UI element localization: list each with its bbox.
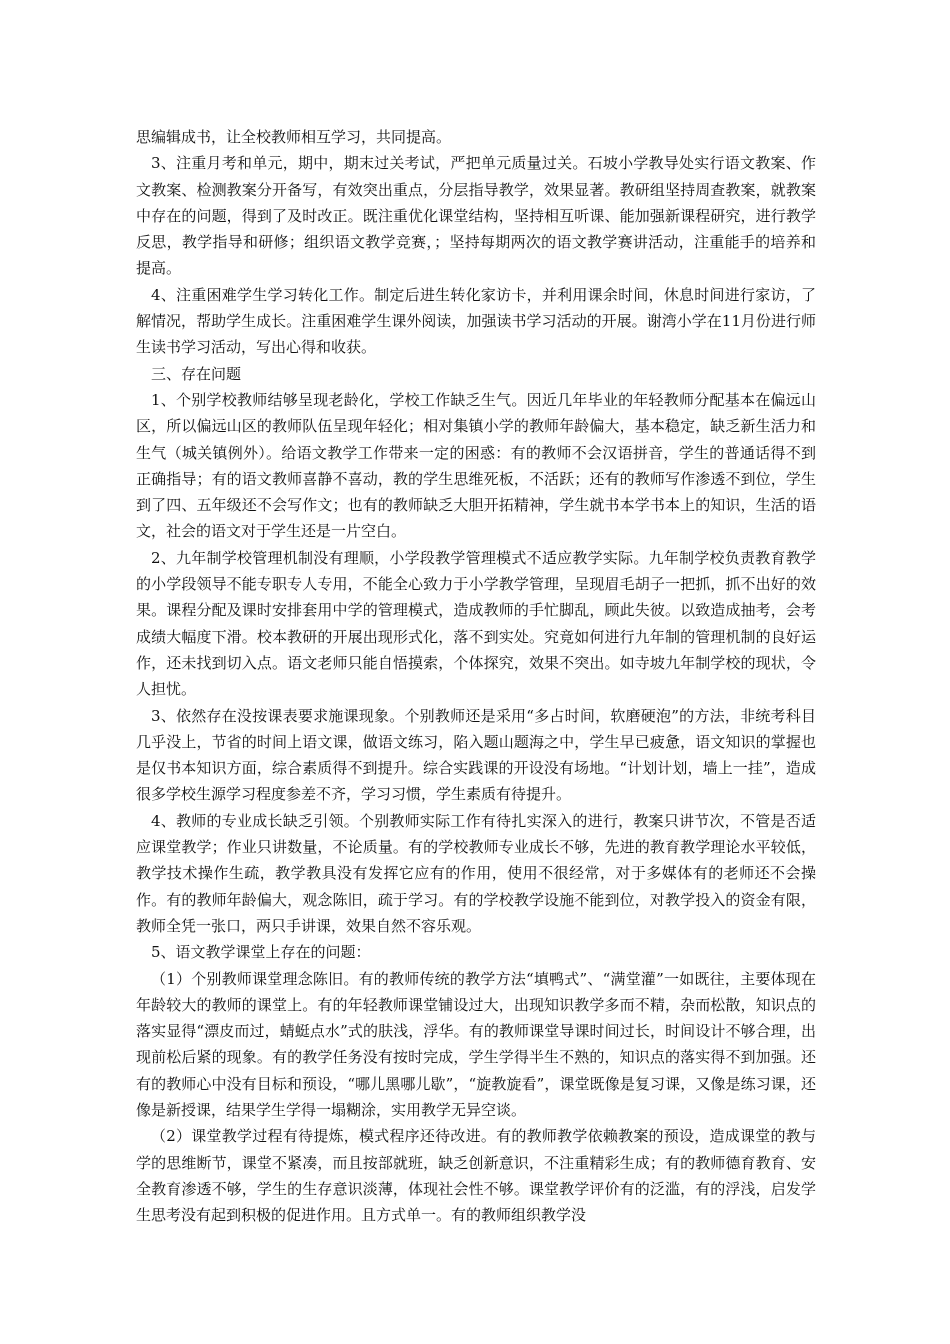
paragraph-continuation: 思编辑成书，让全校教师相互学习，共同提高。 bbox=[136, 128, 452, 146]
problem-item-5: 5、语文教学课堂上存在的问题： bbox=[151, 943, 371, 962]
problem-item-1: 1、个别学校教师结够呈现老龄化，学校工作缺乏生气。因近几年毕业的年轻教师分配基本在偏远山区，所以偏远山区的教师队伍呈现年轻化；相对集镇小学的教师年龄偏大，基本稳定，缺乏新生活力和生气（城关镇例外）。给语文教学工作带来一定的困惑：有的教师不会汉语拼音，学生的普通话得不到正确指导；有的语文教师喜静不喜动，教的学生思维死板，不活跃；还有的教师写作渗透不到位，学生到了四、五年级还不会写作文；也有的教师缺乏大胆开拓精神，学生就书本学书本上的知识，生活的语文，社会的语文对于学生还是一片空白。 bbox=[136, 390, 816, 541]
document-page bbox=[136, 124, 816, 1228]
problem-item-2: 2、九年制学校管理机制没有理顺，小学段教学管理模式不适应教学实际。九年制学校负责教育教学的小学段领导不能专职专人专用，不能全心致力于小学教学管理，呈现眉毛胡子一把抓，抓不出好的效果。课程分配及课时安排套用中学的管理模式，造成教师的手忙脚乱，顾此失彼。以致造成抽考，会考成绩大幅度下滑。校本教研的开展出现形式化，落不到实处。究竟如何进行九年制的管理机制的良好运作，还未找到切入点。语文老师只能自悟摸索，个体探究，效果不突出。如寺坡九年制学校的现状，令人担忧。 bbox=[136, 548, 816, 699]
problem-item-3: 3、依然存在没按课表要求施课现象。个别教师还是采用“多占时间，软磨硬泡”的方法，非统考科目几乎没上，节省的时间上语文课，做语文练习，陷入题山题海之中，学生早已疲惫，语文知识的掌握也是仅书本知识方面，综合素质得不到提升。综合实践课的开设没有场地。“计划计划，墙上一挂”，造成很多学校生源学习程度参差不齐，学习习惯，学生素质有待提升。 bbox=[136, 706, 816, 804]
paragraph-item-4: 4、注重困难学生学习转化工作。制定后进生转化家访卡，并利用课余时间，休息时间进行家访，了解情况，帮助学生成长。注重困难学生课外阅读，加强读书学习活动的开展。谢湾小学在11月份进行师生读书学习活动，写出心得和收获。 bbox=[136, 285, 816, 357]
sub-item-1: （1）个别教师课堂理念陈旧。有的教师传统的教学方法“填鸭式”、“满堂灌”一如既往，主要体现在年龄较大的教师的课堂上。有的年轻教师课堂铺设过大，出现知识教学多而不精，杂而松散，知识点的落实显得“漂皮而过，蜻蜓点水”式的肤浅，浮华。有的教师课堂导课时间过长，时间设计不够合理，出现前松后紧的现象。有的教学任务没有按时完成，学生学得半生不熟的，知识点的落实得不到加强。还有的教师心中没有目标和预设，“哪儿黑哪儿歇”，“旋教旋看”，课堂既像是复习课，又像是练习课，还像是新授课，结果学生学得一塌糊涂，实用教学无异空谈。 bbox=[136, 969, 816, 1119]
problem-item-4: 4、教师的专业成长缺乏引领。个别教师实际工作有待扎实深入的进行，教案只讲节次，不管是否适应课堂教学；作业只讲数量，不论质量。有的学校教师专业成长不够，先进的教育教学理论水平较低，教学技术操作生疏，教学教具没有发挥它应有的作用，使用不很经常，对于多媒体有的老师还不会操作。有的教师年龄偏大，观念陈旧，疏于学习。有的学校教学设施不能到位，对教学投入的资金有限，教师全凭一张口，两只手讲课，效果自然不容乐观。 bbox=[136, 811, 816, 935]
section-heading: 三、存在问题 bbox=[151, 364, 242, 383]
sub-item-2: （2）课堂教学过程有待提炼，模式程序还待改进。有的教师教学依赖教案的预设，造成课堂的教与学的思维断节，课堂不紧凑，而且按部就班，缺乏创新意识，不注重精彩生成；有的教师德育教育、安全教育渗透不够，学生的生存意识淡薄，体现社会性不够。课堂教学评价有的泛滥，有的浮浅，启发学生思考没有起到积极的促进作用。且方式单一。有的教师组织教学没 bbox=[136, 1127, 816, 1225]
paragraph-item-3: 3、注重月考和单元，期中，期末过关考试，严把单元质量过关。石坡小学教导处实行语文教案、作文教案、检测教案分开备写，有效突出重点，分层指导教学，效果显著。教研组坚持周查教案，就教案中存在的问题，得到了及时改正。既注重优化课堂结构，坚持相互听课、能加强新课程研究，进行教学反思，教学指导和研修；组织语文教学竞赛，；坚持每期两次的语文教学赛讲活动，注重能手的培养和提高。 bbox=[136, 154, 816, 278]
